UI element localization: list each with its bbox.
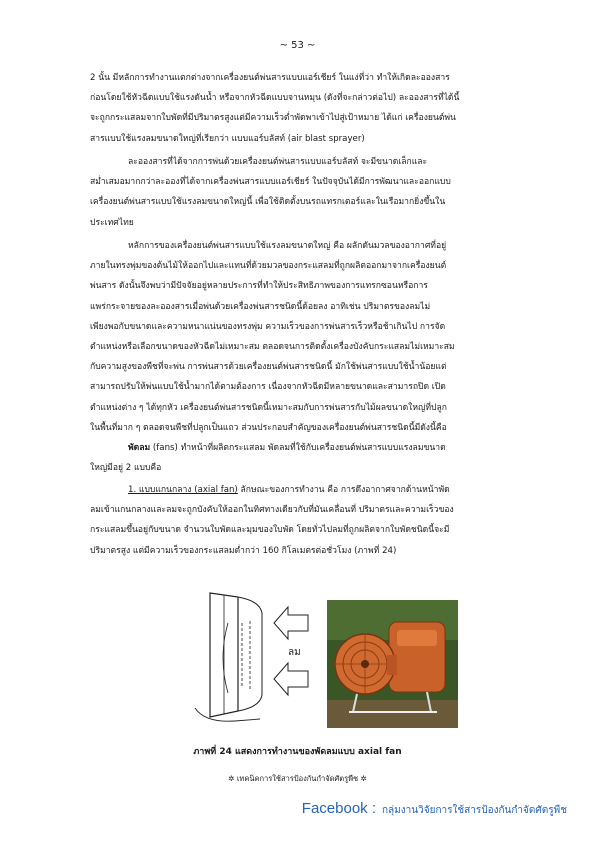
text-line: ละอองสารที่ได้จากการพ่นด้วยเครื่องยนต์พ่นสารแบบแอร์บลัสท์ จะมีขนาดเล็กและ [128,157,428,167]
text-line: ก่อนโดยใช้หัวฉีดแบบใช้แรงดันน้ำ หรือจากหัวฉีดแบบจานหมุน (ดังที่จะกล่าวต่อไป) ละอองสารที่ได้นี้ [90,93,460,104]
sprayer-photo [327,600,458,728]
page-number: ~ 53 ~ [279,40,316,51]
paragraph-3 [90,236,510,438]
text-line: 2 นั้น มีหลักการทำงานแตกต่างจากเครื่องยนต์พ่นสารแบบแอร์เชียร์ ในแง่ที่ว่า ทำให้เกิดละอองสาร [90,73,450,83]
fans-heading: พัดลม [128,443,151,453]
text-line: ประเทศไทย [90,217,134,228]
text-line: กระแสลมขึ้นอยู่กับขนาด จำนวนใบพัดและมุมของใบพัด โดยทั่วไปลมที่ถูกผลิตจากใบพัดชนิดนี้จะมี [90,525,450,536]
axial-heading: 1. แบบแกนกลาง (axial fan) [128,485,238,495]
arrow-upper [274,607,308,639]
text-line: ปริมาตรสูง แต่มีความเร็วของกระแสลมต่ำกว่า 160 กิโลเมตรต่อชั่วโมง (ภาพที่ 24) [90,545,397,556]
paragraph-1 [90,68,510,149]
text-line: แพร่กระจายของละอองสารเมื่อพ่นด้วยเครื่องพ่นสารชนิดนี้ด้อยลง อาทิเช่น ปริมาตรของลมไม่ [90,301,431,312]
text-line: จะถูกกระแสลมจากใบพัดที่มีปริมาตรสูงแต่มีความเร็วต่ำพัดพาเข้าไปสู่เป้าหมาย ได้แก่ เครื่องยนต์พ่น [90,113,456,124]
text-line: สม่ำเสมอมากกว่าละอองที่ได้จากเครื่องพ่นสารแบบแอร์เชียร์ ในปัจจุบันได้มีการพัฒนาและออกแบบ [90,177,451,188]
figure-caption: ภาพที่ 24 แสดงการทำงานของพัดลมแบบ axial fan [193,747,402,757]
text-line [90,438,510,458]
text-line: ตำแหน่งต่าง ๆ ได้ทุกหัว เครื่องยนต์พ่นสารชนิดนี้เหมาะสมกับการพ่นสารกับไม้ผลขนาดใหญ่ที่ปลูก [90,402,447,413]
fans-section [90,438,510,478]
arrow-lower [274,663,308,695]
text-line: พ่นสาร ดังนั้นจึงพบว่ามีปัจจัยอยู่หลายประการที่ทำให้ประสิทธิภาพของการแทรกซอนหรือการ [90,281,428,292]
text-line: สารแบบใช้แรงลมขนาดใหญ่ที่เรียกว่า แบบแอร์บลัสท์ (air blast sprayer) [90,133,365,144]
wind-label: ลม [288,647,301,658]
axial-fan-section [90,480,510,561]
facebook-group-name: กลุ่มงานวิจัยการใช้สารป้องกันกำจัดศัตรูพืช [382,805,567,816]
facebook-label: Facebook : [301,800,376,817]
facebook-link[interactable] [302,800,567,818]
fans-text: (fans) ทำหน้าที่ผลิตกระแสลม พัดลมที่ใช้กับเครื่องยนต์พ่นสารแบบแรงลมขนาด [150,443,446,453]
text-line: ลมเข้าแกนกลางและลมจะถูกบังคับให้ออกในทิศทางเดียวกับที่มันเคลื่อนที่ ปริมาตรและความเร็วของ [90,505,454,516]
text-line: ภายในทรงพุ่มของต้นไม้ให้ออกไปและแทนที่ด้วยมวลของกระแสลมที่ถูกผลิตออกมาจากเครื่องยนต์ [90,261,447,272]
text-line: ในพื้นที่มาก ๆ ตลอดจนพืชที่ปลูกเป็นแถว ส่วนประกอบสำคัญของเครื่องยนต์พ่นสารชนิดนี้มีดังนี้คือ [90,422,447,433]
text-line: สามารถปรับให้พ่นแบบใช้น้ำมากได้ตามต้องการ เนื่องจากหัวฉีดมีหลายขนาดและสามารถปิด เปิด [90,382,446,393]
paragraph-2 [90,152,510,233]
text-line: ใหญ่มีอยู่ 2 แบบคือ [90,463,162,474]
axial-fan-diagram [190,583,315,728]
footer-note: ✲ เทคนิคการใช้สารป้องกันกำจัดศัตรูพืช ✲ [228,774,367,783]
text-line: ตำแหน่งหรือเลือกขนาดของหัวฉีดไม่เหมาะสม ตลอดจนการติดตั้งเครื่องบังคับกระแสลมไม่เหมาะสม [90,341,455,352]
text-line: กับความสูงของพืชที่จะพ่น การพ่นสารด้วยเครื่องยนต์พ่นสารชนิดนี้ มักใช้พ่นสารแบบใช้น้ำน้อยแต่ [90,362,447,373]
text-line: เครื่องยนต์พ่นสารแบบใช้แรงลมขนาดใหญ่นี้ เพื่อใช้ติดตั้งบนรถแทรกเตอร์และในเรือมากยิ่งขึ้นใน [90,197,446,208]
text-line [90,480,510,500]
text-line: เพียงพอกับขนาดและความหนาแน่นของทรงพุ่ม ความเร็วของการพ่นสารเร็วหรือช้าเกินไป การจัด [90,321,446,332]
text-line: หลักการของเครื่องยนต์พ่นสารแบบใช้แรงลมขนาดใหญ่ คือ ผลักดันมวลของอากาศที่อยู่ [128,241,447,251]
figure-24 [190,583,460,733]
axial-text: ลักษณะของการทำงาน คือ การดึงอากาศจากด้านหน้าพัด [237,485,450,495]
